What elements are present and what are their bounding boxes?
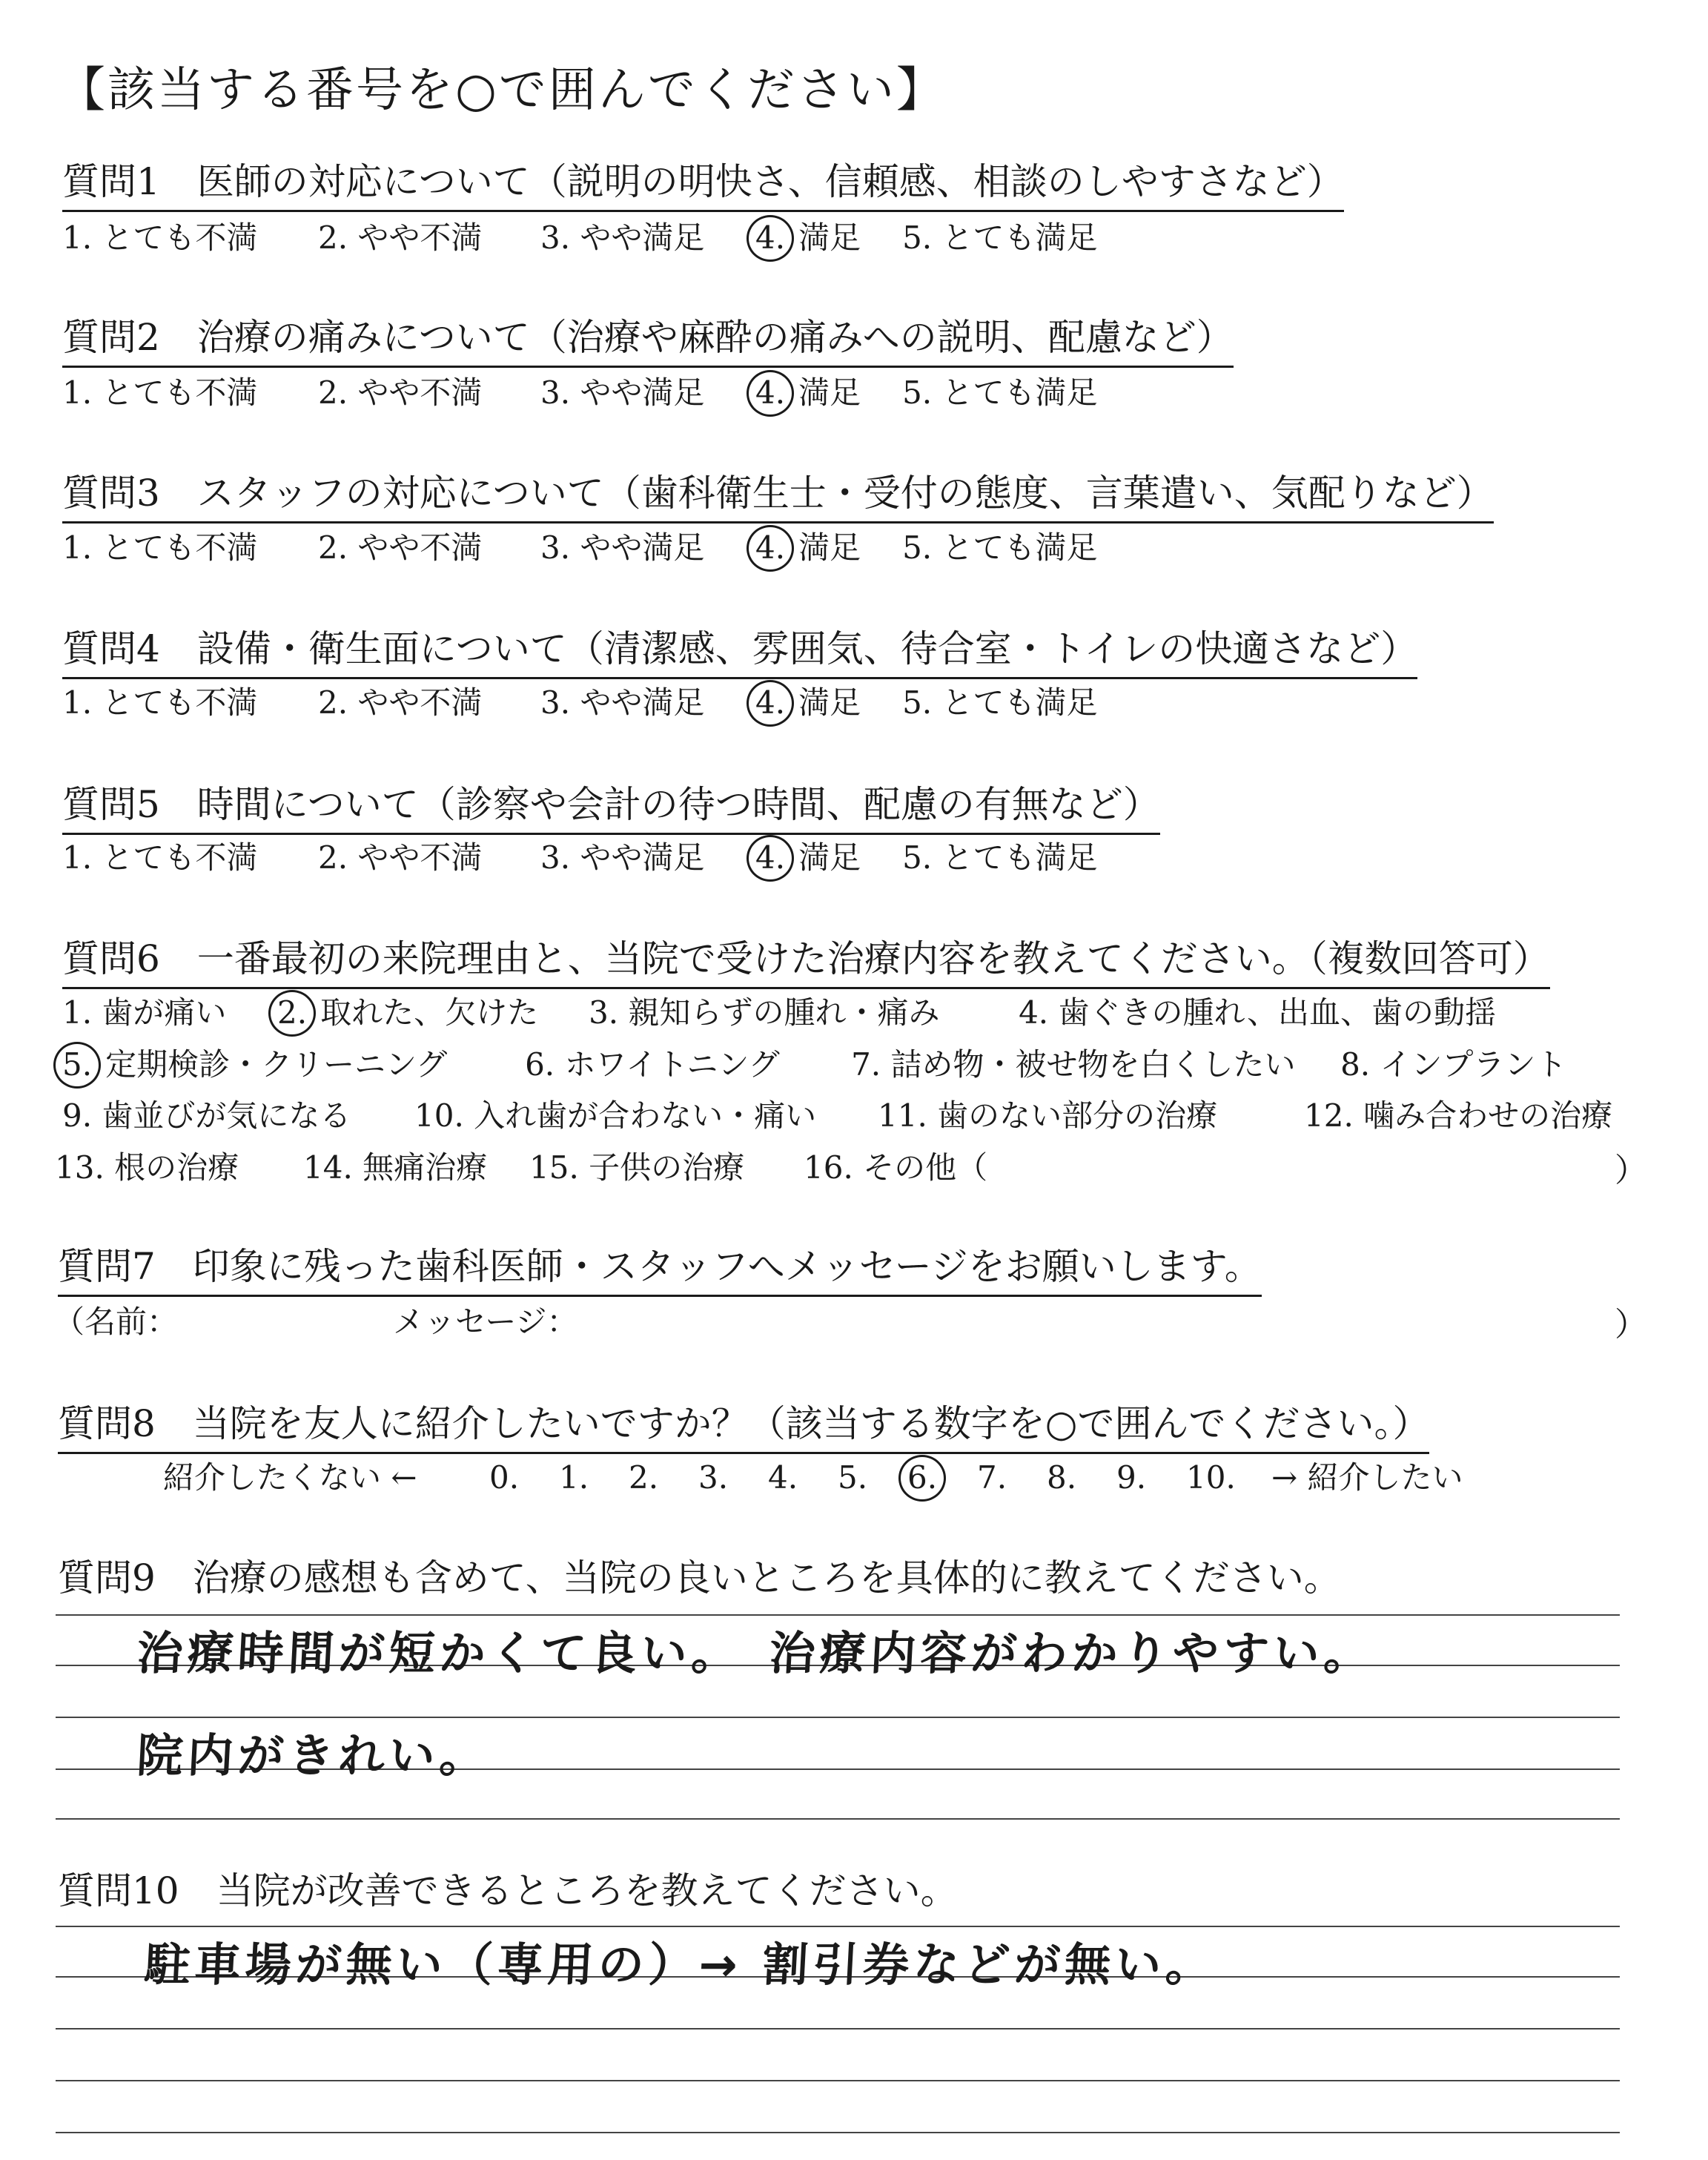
scale-right-label: → 紹介したい [1271, 1459, 1463, 1496]
scale-4[interactable]: 4. [768, 1459, 798, 1496]
question-3-options [62, 524, 1098, 568]
reason-option-5-number-circled[interactable]: 5. [62, 1046, 93, 1083]
option-somewhat-dissatisfied[interactable]: 2. やや不満 [318, 529, 483, 566]
question-3-title: 質問3 スタッフの対応について（歯科衛生士・受付の態度、言葉遣い、気配りなど） [62, 463, 1494, 524]
reason-option-11[interactable]: 11. 歯のない部分の治療 [878, 1097, 1218, 1134]
option-somewhat-dissatisfied[interactable]: 2. やや不満 [318, 684, 483, 721]
reason-option-6[interactable]: 6. ホワイトニング [525, 1046, 780, 1083]
reason-option-15[interactable]: 15. 子供の治療 [529, 1149, 745, 1186]
question-2-title: 質問2 治療の痛みについて（治療や麻酔の痛みへの説明、配慮など） [62, 308, 1234, 368]
answer-line [56, 1926, 1620, 1927]
reason-option-3[interactable]: 3. 親知らずの腫れ・痛み [589, 994, 940, 1031]
reason-option-2-number-circled[interactable]: 2. [277, 994, 308, 1031]
option-somewhat-satisfied[interactable]: 3. やや満足 [540, 839, 705, 876]
option-very-dissatisfied[interactable]: 1. とても不満 [62, 219, 258, 256]
option-somewhat-satisfied[interactable]: 3. やや満足 [540, 374, 705, 411]
option-very-satisfied[interactable]: 5. とても満足 [902, 839, 1098, 876]
option-satisfied-number-circled[interactable]: 4. [755, 839, 786, 876]
scale-left-label: 紹介したくない ← [163, 1459, 417, 1496]
option-satisfied-number-circled[interactable]: 4. [755, 219, 786, 256]
scale-7[interactable]: 7. [977, 1459, 1007, 1496]
recommend-scale [163, 1453, 1463, 1498]
answer-line [56, 2080, 1620, 2081]
question-4-options [62, 678, 1098, 723]
scale-1[interactable]: 1. [559, 1459, 589, 1496]
question-6-row-2 [62, 1040, 1567, 1085]
option-somewhat-dissatisfied[interactable]: 2. やや不満 [318, 374, 483, 411]
question-4-title: 質問4 設備・衛生面について（清潔感、雰囲気、待合室・トイレの快適さなど） [62, 619, 1417, 679]
question-5-title: 質問5 時間について（診察や会計の待つ時間、配慮の有無など） [62, 775, 1160, 835]
scale-9[interactable]: 9. [1116, 1459, 1147, 1496]
question-6-row-1 [62, 988, 1496, 1033]
reason-option-7[interactable]: 7. 詰め物・被せ物を白くしたい [851, 1046, 1296, 1083]
option-very-satisfied[interactable]: 5. とても満足 [902, 374, 1098, 411]
other-close-paren: ） [1615, 1152, 1647, 1189]
reason-option-8[interactable]: 8. インプラント [1340, 1046, 1567, 1083]
option-satisfied-label: 満足 [798, 529, 861, 566]
answer-line [56, 1614, 1620, 1616]
reason-option-2-label: 取れた、欠けた [320, 994, 539, 1031]
q9-handwritten-answer-line-1[interactable]: 治療時間が短かくて良い。 治療内容がわかりやすい。 [135, 1626, 1376, 1680]
option-satisfied-label: 満足 [798, 839, 861, 876]
scale-0[interactable]: 0. [489, 1459, 520, 1496]
reason-option-14[interactable]: 14. 無痛治療 [303, 1149, 488, 1186]
staff-message-label: メッセージ： [393, 1304, 578, 1340]
reason-option-1[interactable]: 1. 歯が痛い [62, 994, 227, 1031]
option-satisfied-label: 満足 [798, 374, 861, 411]
option-very-satisfied[interactable]: 5. とても満足 [902, 529, 1098, 566]
question-8-title: 質問8 当院を友人に紹介したいですか？（該当する数字を○で囲んでください。） [58, 1394, 1429, 1454]
scale-8[interactable]: 8. [1047, 1459, 1077, 1496]
question-10-title: 質問10 当院が改善できるところを教えてください。 [58, 1869, 958, 1912]
question-6-row-4 [55, 1143, 987, 1188]
reason-option-13[interactable]: 13. 根の治療 [55, 1149, 239, 1186]
question-1-options [62, 214, 1098, 258]
reason-option-4[interactable]: 4. 歯ぐきの腫れ、出血、歯の動揺 [1019, 994, 1497, 1031]
question-2-options [62, 369, 1098, 413]
question-7-title: 質問7 印象に残った歯科医師・スタッフへメッセージをお願いします。 [58, 1237, 1262, 1297]
reason-option-5-label: 定期検診・クリーニング [105, 1046, 448, 1083]
question-6-title: 質問6 一番最初の来院理由と、当院で受けた治療内容を教えてください。（複数回答可） [62, 929, 1550, 989]
answer-line [56, 1717, 1620, 1718]
question-5-options [62, 833, 1098, 878]
option-somewhat-dissatisfied[interactable]: 2. やや不満 [318, 839, 483, 876]
q9-handwritten-answer-line-2[interactable]: 院内がきれい。 [135, 1728, 491, 1783]
message-close-paren: ） [1615, 1306, 1647, 1344]
answer-line [56, 1818, 1620, 1820]
option-satisfied-label: 満足 [798, 219, 861, 256]
option-somewhat-satisfied[interactable]: 3. やや満足 [540, 529, 705, 566]
scale-2[interactable]: 2. [629, 1459, 659, 1496]
option-satisfied-number-circled[interactable]: 4. [755, 529, 786, 566]
question-1-title: 質問1 医師の対応について（説明の明快さ、信頼感、相談のしやすさなど） [62, 152, 1344, 212]
option-very-satisfied[interactable]: 5. とても満足 [902, 684, 1098, 721]
question-6-row-3 [62, 1091, 1612, 1136]
reason-option-9[interactable]: 9. 歯並びが気になる [62, 1097, 351, 1134]
scale-5[interactable]: 5. [838, 1459, 868, 1496]
option-somewhat-dissatisfied[interactable]: 2. やや不満 [318, 219, 483, 256]
reason-option-10[interactable]: 10. 入れ歯が合わない・痛い [414, 1097, 817, 1134]
question-9-title: 質問9 治療の感想も含めて、当院の良いところを具体的に教えてください。 [58, 1556, 1341, 1599]
reason-option-16-other[interactable]: 16. その他（ [804, 1149, 988, 1186]
option-somewhat-satisfied[interactable]: 3. やや満足 [540, 219, 705, 256]
answer-line [56, 2028, 1620, 2029]
option-satisfied-label: 満足 [798, 684, 861, 721]
option-very-satisfied[interactable]: 5. とても満足 [902, 219, 1098, 256]
option-satisfied-number-circled[interactable]: 4. [755, 684, 786, 721]
scale-3[interactable]: 3. [698, 1459, 729, 1496]
q10-handwritten-answer-line-1[interactable]: 駐車場が無い（専用の）→ 割引券などが無い。 [142, 1938, 1218, 1992]
answer-line [56, 2132, 1620, 2133]
staff-name-label: （名前： [53, 1304, 179, 1340]
option-very-dissatisfied[interactable]: 1. とても不満 [62, 374, 258, 411]
option-very-dissatisfied[interactable]: 1. とても不満 [62, 529, 258, 566]
option-very-dissatisfied[interactable]: 1. とても不満 [62, 684, 258, 721]
option-satisfied-number-circled[interactable]: 4. [755, 374, 786, 411]
form-header: 【該当する番号を○で囲んでください】 [58, 63, 946, 118]
option-very-dissatisfied[interactable]: 1. とても不満 [62, 839, 258, 876]
scale-10[interactable]: 10. [1186, 1459, 1236, 1496]
scale-6-circled[interactable]: 6. [907, 1459, 938, 1496]
reason-option-12[interactable]: 12. 噛み合わせの治療 [1304, 1097, 1613, 1134]
option-somewhat-satisfied[interactable]: 3. やや満足 [540, 684, 705, 721]
